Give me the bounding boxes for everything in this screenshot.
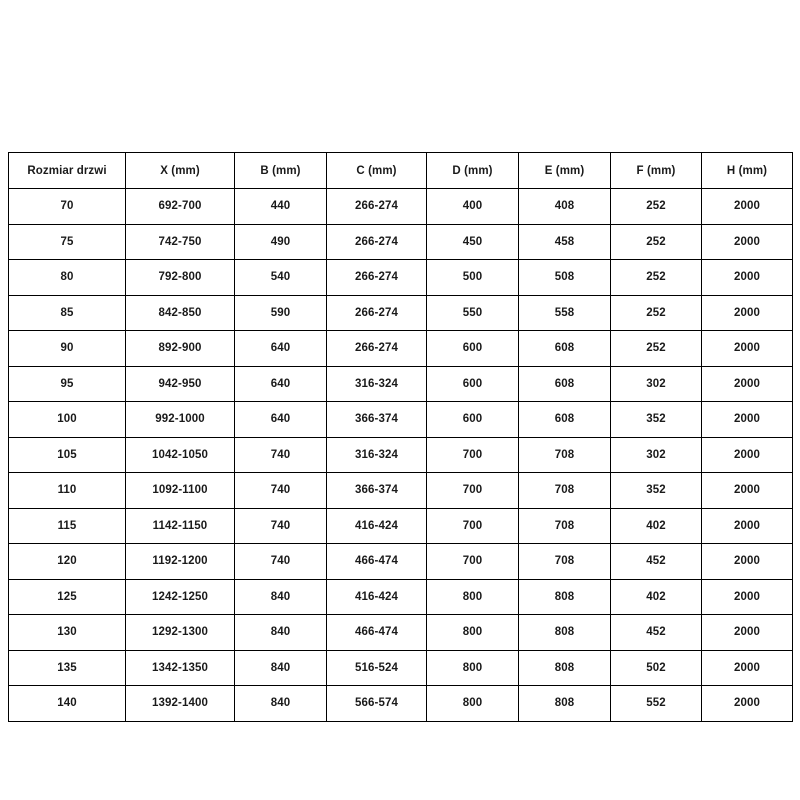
table-cell: 840 <box>235 650 327 686</box>
table-cell: 252 <box>611 224 702 260</box>
table-cell: 316-324 <box>327 437 427 473</box>
table-cell: 700 <box>427 544 519 580</box>
table-cell: 800 <box>427 650 519 686</box>
table-cell: 252 <box>611 260 702 296</box>
table-cell: 708 <box>519 473 611 509</box>
table-cell: 135 <box>9 650 126 686</box>
table-cell: 808 <box>519 686 611 722</box>
table-row <box>9 650 793 686</box>
table-cell: 640 <box>235 331 327 367</box>
table-cell: 566-574 <box>327 686 427 722</box>
table-cell: 90 <box>9 331 126 367</box>
table-cell: 1392-1400 <box>126 686 235 722</box>
table-cell: 452 <box>611 544 702 580</box>
table-cell: 692-700 <box>126 189 235 225</box>
table-cell: 100 <box>9 402 126 438</box>
table-cell: 550 <box>427 295 519 331</box>
table-cell: 266-274 <box>327 260 427 296</box>
table-cell: 552 <box>611 686 702 722</box>
table-body <box>9 189 793 722</box>
table-cell: 252 <box>611 189 702 225</box>
table-cell: 400 <box>427 189 519 225</box>
table-cell: 70 <box>9 189 126 225</box>
table-row <box>9 544 793 580</box>
size-table-container <box>8 152 792 722</box>
table-cell: 600 <box>427 402 519 438</box>
table-cell: 2000 <box>702 366 793 402</box>
table-cell: 1092-1100 <box>126 473 235 509</box>
table-cell: 2000 <box>702 402 793 438</box>
table-cell: 266-274 <box>327 189 427 225</box>
table-cell: 2000 <box>702 473 793 509</box>
table-cell: 740 <box>235 508 327 544</box>
table-cell: 75 <box>9 224 126 260</box>
table-cell: 2000 <box>702 189 793 225</box>
table-row <box>9 295 793 331</box>
table-cell: 352 <box>611 473 702 509</box>
table-cell: 608 <box>519 366 611 402</box>
table-cell: 700 <box>427 437 519 473</box>
table-header <box>9 153 793 189</box>
table-cell: 502 <box>611 650 702 686</box>
table-cell: 600 <box>427 366 519 402</box>
table-cell: 302 <box>611 437 702 473</box>
table-cell: 80 <box>9 260 126 296</box>
table-cell: 1342-1350 <box>126 650 235 686</box>
table-cell: 840 <box>235 579 327 615</box>
table-cell: 516-524 <box>327 650 427 686</box>
table-cell: 2000 <box>702 650 793 686</box>
table-cell: 366-374 <box>327 402 427 438</box>
table-cell: 2000 <box>702 331 793 367</box>
table-cell: 1242-1250 <box>126 579 235 615</box>
table-cell: 452 <box>611 615 702 651</box>
table-cell: 708 <box>519 437 611 473</box>
table-cell: 942-950 <box>126 366 235 402</box>
table-cell: 800 <box>427 686 519 722</box>
table-cell: 408 <box>519 189 611 225</box>
table-cell: 2000 <box>702 579 793 615</box>
table-cell: 708 <box>519 544 611 580</box>
door-size-table <box>8 152 793 722</box>
table-cell: 2000 <box>702 544 793 580</box>
table-row <box>9 402 793 438</box>
table-cell: 2000 <box>702 260 793 296</box>
table-cell: 450 <box>427 224 519 260</box>
table-row <box>9 473 793 509</box>
table-cell: 466-474 <box>327 615 427 651</box>
table-cell: 125 <box>9 579 126 615</box>
column-header-f: F (mm) <box>611 153 702 189</box>
table-cell: 416-424 <box>327 508 427 544</box>
table-cell: 252 <box>611 295 702 331</box>
table-cell: 558 <box>519 295 611 331</box>
table-row <box>9 260 793 296</box>
table-cell: 458 <box>519 224 611 260</box>
table-cell: 992-1000 <box>126 402 235 438</box>
table-cell: 252 <box>611 331 702 367</box>
table-header-row <box>9 153 793 189</box>
table-cell: 416-424 <box>327 579 427 615</box>
table-cell: 700 <box>427 508 519 544</box>
table-cell: 366-374 <box>327 473 427 509</box>
table-row <box>9 508 793 544</box>
table-row <box>9 366 793 402</box>
table-cell: 115 <box>9 508 126 544</box>
table-cell: 808 <box>519 615 611 651</box>
table-cell: 95 <box>9 366 126 402</box>
table-cell: 742-750 <box>126 224 235 260</box>
column-header-x: X (mm) <box>126 153 235 189</box>
table-cell: 808 <box>519 579 611 615</box>
table-row <box>9 224 793 260</box>
table-cell: 740 <box>235 473 327 509</box>
table-cell: 402 <box>611 508 702 544</box>
table-cell: 2000 <box>702 224 793 260</box>
table-row <box>9 189 793 225</box>
column-header-e: E (mm) <box>519 153 611 189</box>
table-row <box>9 615 793 651</box>
table-cell: 840 <box>235 615 327 651</box>
table-row <box>9 579 793 615</box>
table-cell: 840 <box>235 686 327 722</box>
table-cell: 2000 <box>702 508 793 544</box>
table-cell: 2000 <box>702 615 793 651</box>
table-cell: 842-850 <box>126 295 235 331</box>
table-cell: 640 <box>235 366 327 402</box>
table-cell: 352 <box>611 402 702 438</box>
table-cell: 266-274 <box>327 295 427 331</box>
table-cell: 640 <box>235 402 327 438</box>
table-cell: 130 <box>9 615 126 651</box>
column-header-rozmiar-drzwi: Rozmiar drzwi <box>9 153 126 189</box>
table-cell: 85 <box>9 295 126 331</box>
table-cell: 266-274 <box>327 224 427 260</box>
table-cell: 302 <box>611 366 702 402</box>
table-cell: 120 <box>9 544 126 580</box>
table-cell: 466-474 <box>327 544 427 580</box>
table-cell: 316-324 <box>327 366 427 402</box>
table-cell: 740 <box>235 437 327 473</box>
table-cell: 105 <box>9 437 126 473</box>
table-cell: 800 <box>427 579 519 615</box>
table-cell: 266-274 <box>327 331 427 367</box>
table-cell: 500 <box>427 260 519 296</box>
table-cell: 600 <box>427 331 519 367</box>
column-header-c: C (mm) <box>327 153 427 189</box>
column-header-d: D (mm) <box>427 153 519 189</box>
table-cell: 2000 <box>702 686 793 722</box>
table-cell: 508 <box>519 260 611 296</box>
table-cell: 490 <box>235 224 327 260</box>
table-cell: 2000 <box>702 295 793 331</box>
table-cell: 740 <box>235 544 327 580</box>
table-cell: 1192-1200 <box>126 544 235 580</box>
table-cell: 800 <box>427 615 519 651</box>
table-row <box>9 437 793 473</box>
table-cell: 440 <box>235 189 327 225</box>
column-header-h: H (mm) <box>702 153 793 189</box>
table-cell: 590 <box>235 295 327 331</box>
table-row <box>9 331 793 367</box>
table-cell: 792-800 <box>126 260 235 296</box>
table-cell: 2000 <box>702 437 793 473</box>
table-cell: 808 <box>519 650 611 686</box>
table-cell: 1292-1300 <box>126 615 235 651</box>
table-cell: 140 <box>9 686 126 722</box>
table-cell: 700 <box>427 473 519 509</box>
table-row <box>9 686 793 722</box>
table-cell: 110 <box>9 473 126 509</box>
column-header-b: B (mm) <box>235 153 327 189</box>
table-cell: 402 <box>611 579 702 615</box>
table-cell: 708 <box>519 508 611 544</box>
table-cell: 608 <box>519 331 611 367</box>
table-cell: 1142-1150 <box>126 508 235 544</box>
table-cell: 608 <box>519 402 611 438</box>
table-cell: 1042-1050 <box>126 437 235 473</box>
table-cell: 892-900 <box>126 331 235 367</box>
table-cell: 540 <box>235 260 327 296</box>
